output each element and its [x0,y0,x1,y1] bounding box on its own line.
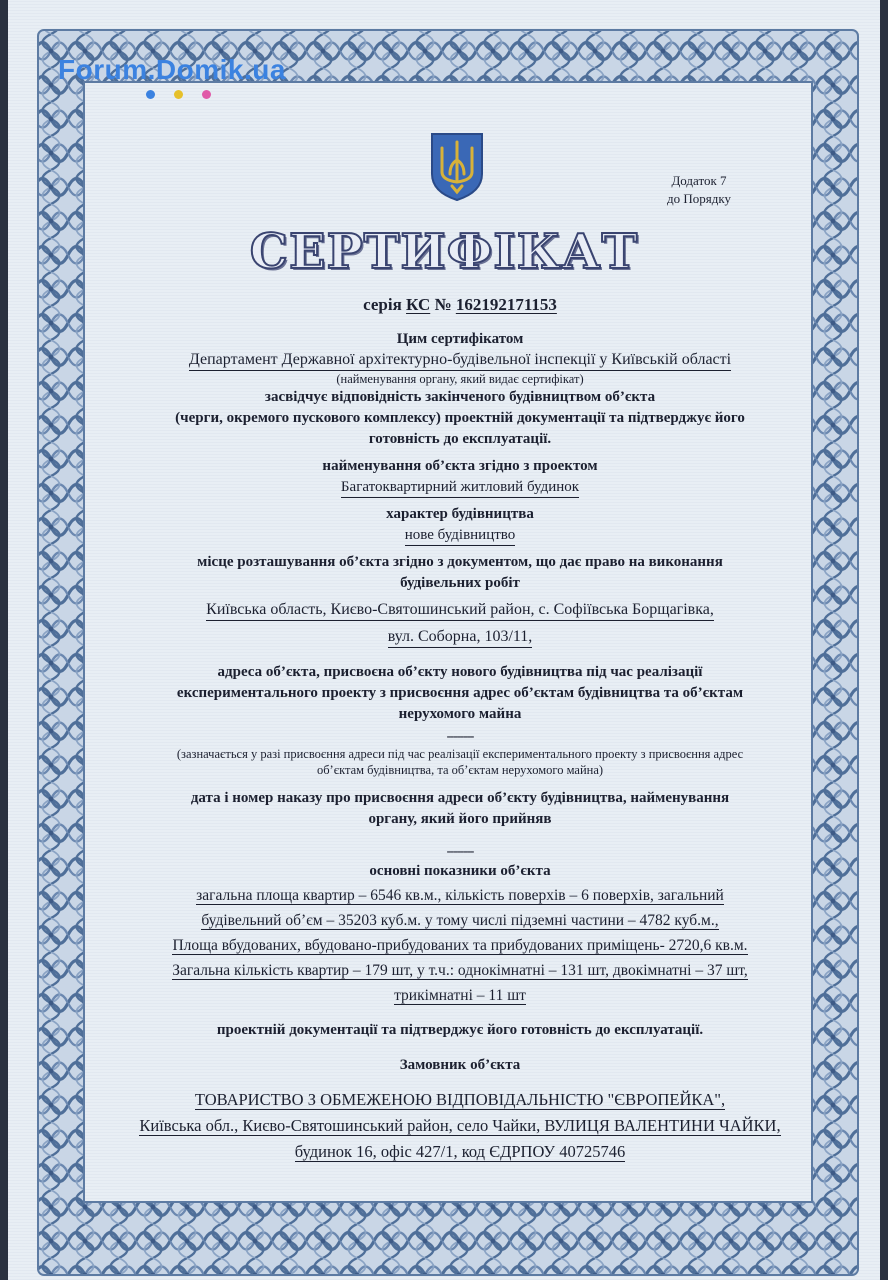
order-label: дата і номер наказу про присвоєння адреси об’єкту будівництва, найменування [190,790,730,806]
address-label: нерухомого майна [398,706,522,722]
indicator-line: будівельний об’єм – 35203 куб.м. у тому числі підземні частини – 4782 куб.м., [201,912,719,929]
watermark-dot [174,90,183,99]
indicator-line: трикімнатні – 11 шт [394,987,526,1004]
appendix-line: до Порядку [667,191,731,206]
address-value: -------- [446,728,474,743]
series-prefix: серія [363,295,402,314]
watermark-dot [202,90,211,99]
coat-of-arms-icon [428,130,486,202]
series-line [80,294,840,315]
customer-line: Київська обл., Києво-Святошинський район, село Чайки, ВУЛИЦЯ ВАЛЕНТИНИ ЧАЙКИ, [139,1116,781,1135]
issuer-name: Департамент Державної архітектурно-будівельної інспекції у Київській області [189,350,731,371]
watermark-dot [146,90,155,99]
address-note: об’єктам будівництва, та об’єктам нерухомого майна) [316,763,604,777]
order-label: органу, який його прийняв [368,811,552,827]
certificate-body [80,294,840,1166]
location-label: місце розташування об’єкта згідно з документом, що дає право на виконання [197,554,723,570]
customer-label: Замовник об’єкта [399,1057,521,1073]
intro-text: Цим сертифікатом [396,331,524,347]
customer-line: будинок 16, офіс 427/1, код ЄДРПОУ 40725746 [294,1142,626,1161]
indicator-line: загальна площа квартир – 6546 кв.м., кількість поверхів – 6 поверхів, загальний [196,887,724,904]
certifies-line: (черги, окремого пускового комплексу) проектній документації та підтверджує його [175,410,745,426]
series-code: КС [406,295,431,314]
watermark-logo: Forum.Domik.ua [58,54,286,85]
appendix-note [654,172,744,208]
location-value: Київська область, Києво-Святошинський район, с. Софіївська Борщагівка, [206,600,714,621]
construction-type: нове будівництво [405,525,516,546]
location-value: вул. Соборна, 103/11, [388,627,533,648]
indicators-list [80,885,840,1007]
customer-details [80,1088,840,1164]
order-value: -------- [446,843,474,858]
indicators-label: основні показники об’єкта [369,863,551,879]
issuer-caption: (найменування органу, який видає сертифікат) [336,372,584,386]
closing-text: проектній документації та підтверджує його готовність до експлуатації. [216,1022,704,1038]
construction-type-label: характер будівництва [386,506,534,522]
customer-line: ТОВАРИСТВО З ОБМЕЖЕНОЮ ВІДПОВІДАЛЬНІСТЮ "ЄВРОПЕЙКА", [194,1090,726,1109]
appendix-line: Додаток 7 [671,173,727,188]
address-note: (зазначається у разі присвоєння адреси під час реалізації експериментального проекту з присвоєння адрес [176,747,744,761]
watermark-dots [146,90,211,99]
location-label: будівельних робіт [400,575,520,591]
series-number: 162192171153 [455,295,557,314]
number-sign: № [434,295,452,314]
certifies-line: засвідчує відповідність закінченого будівництвом об’єкта [264,389,656,405]
object-name-label: найменування об’єкта згідно з проектом [322,458,598,474]
address-label: експериментального проекту з присвоєння адрес об’єктам будівництва та об’єктам [176,685,744,701]
certificate-title: СЕРТИФІКАТ [249,224,639,280]
certifies-line: готовність до експлуатації. [368,431,552,447]
indicator-line: Загальна кількість квартир – 179 шт, у т.ч.: однокімнатні – 131 шт, двокімнатні – 37 шт, [172,962,748,979]
indicator-line: Площа вбудованих, вбудовано-прибудованих та прибудованих приміщень- 2720,6 кв.м. [172,937,748,954]
address-label: адреса об’єкта, присвоєна об’єкту нового будівництва під час реалізації [217,664,703,680]
object-name: Багатоквартирний житловий будинок [341,477,579,498]
